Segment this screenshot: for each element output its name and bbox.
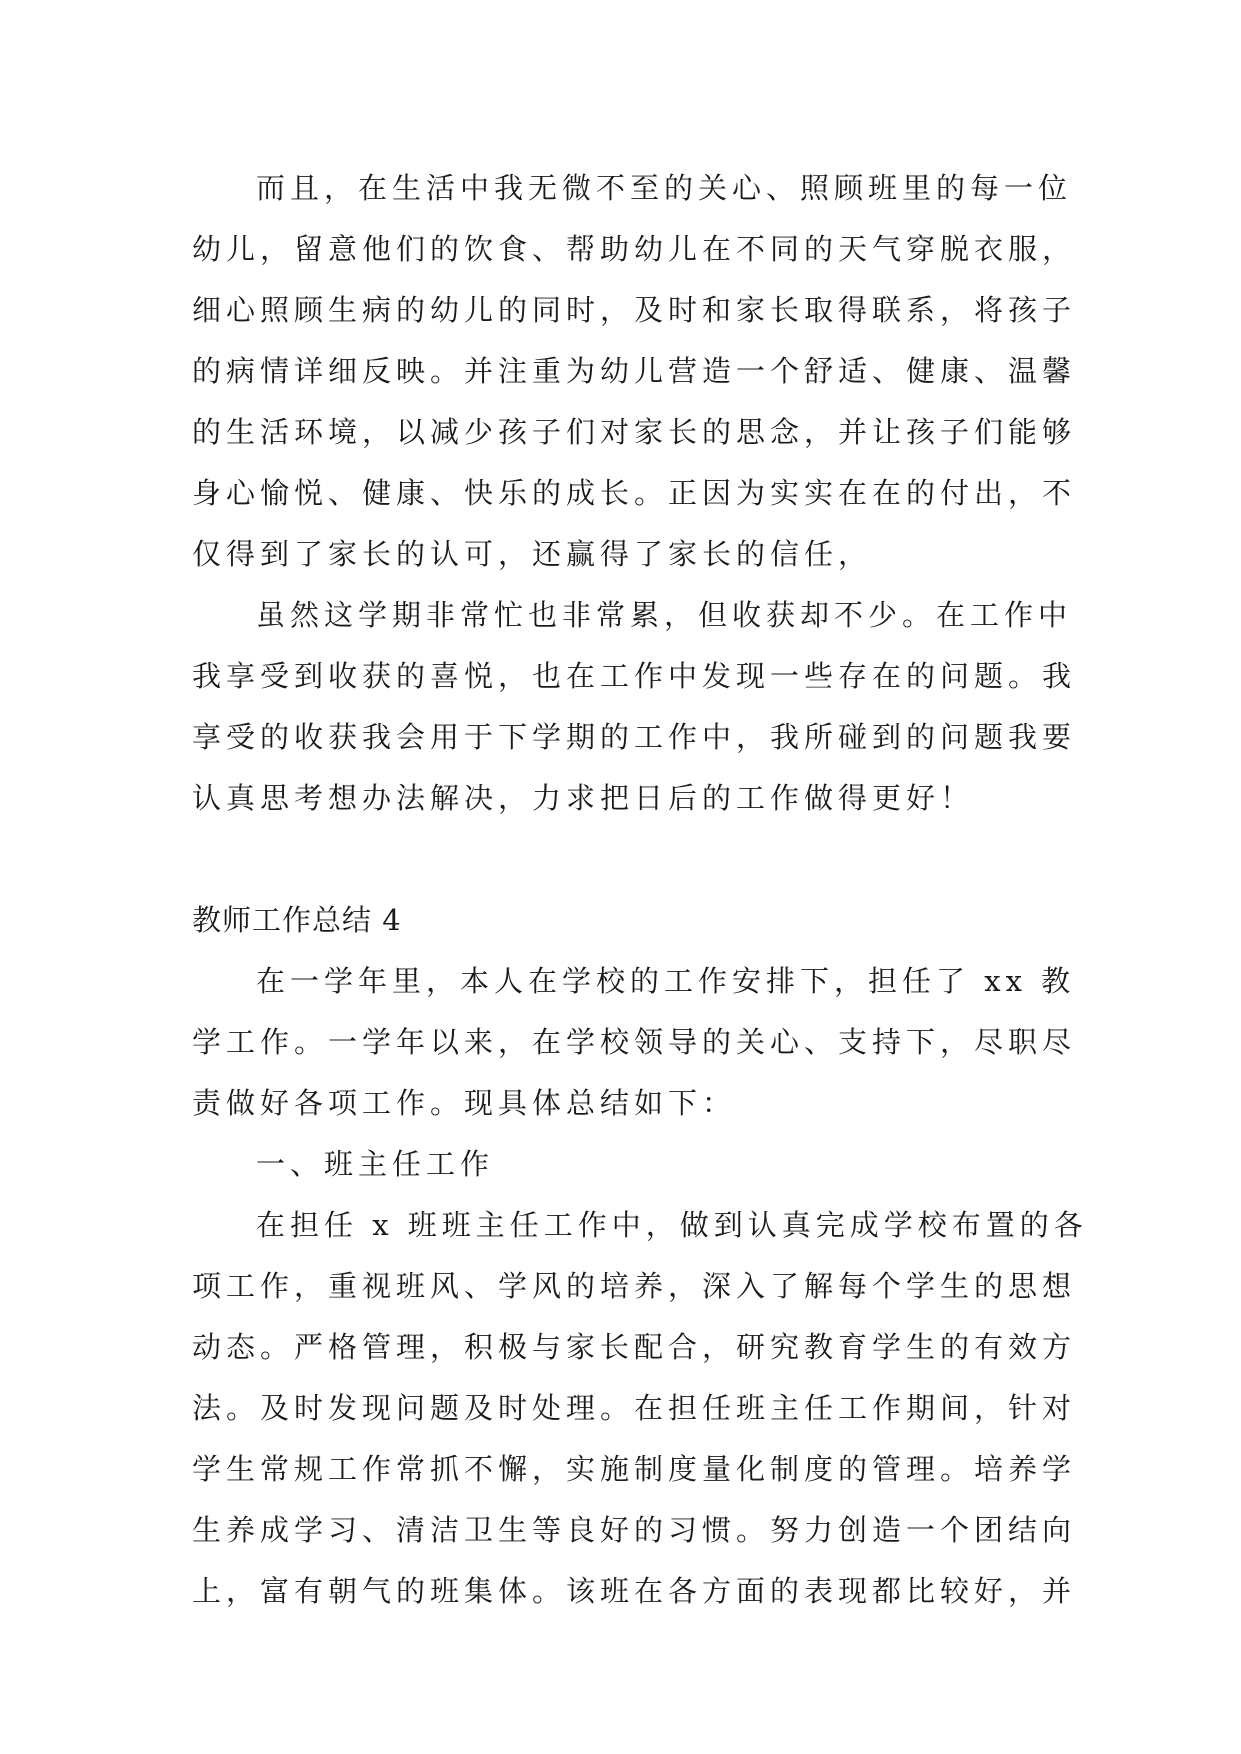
text-line: 项工作，重视班风、学风的培养，深入了解每个学生的思想	[192, 1269, 1077, 1303]
text-line: 动态。严格管理，积极与家长配合，研究教育学生的有效方	[192, 1330, 1077, 1364]
text-line: 身心愉悦、健康、快乐的成长。正因为实实在在的付出，不	[192, 476, 1077, 510]
text-line: 虽然这学期非常忙也非常累，但收获却不少。在工作中	[256, 598, 1073, 632]
document-page	[192, 158, 1088, 1622]
text-line: 仅得到了家长的认可，还赢得了家长的信任，	[192, 537, 873, 571]
paragraph-gap	[192, 829, 1072, 890]
text-line: 幼儿，留意他们的饮食、帮助幼儿在不同的天气穿脱衣服，	[192, 232, 1077, 266]
paragraph	[192, 585, 1077, 829]
text-line: 享受的收获我会用于下学期的工作中，我所碰到的问题我要	[192, 720, 1077, 754]
text-line: 认真思考想办法解决，力求把日后的工作做得更好！	[192, 781, 975, 815]
text-line: 法。及时发现问题及时处理。在担任班主任工作期间，针对	[192, 1391, 1077, 1425]
text-line: 责做好各项工作。现具体总结如下：	[192, 1086, 737, 1120]
paragraph	[192, 1195, 1088, 1622]
section-heading: 教师工作总结 4	[192, 903, 402, 937]
paragraph	[192, 951, 1077, 1134]
text-line: 的病情详细反映。并注重为幼儿营造一个舒适、健康、温馨	[192, 354, 1077, 388]
text-line: 在一学年里，本人在学校的工作安排下，担任了 xx 教	[256, 964, 1076, 998]
paragraph	[192, 158, 1077, 585]
text-line: 细心照顾生病的幼儿的同时，及时和家长取得联系，将孩子	[192, 293, 1077, 327]
text-line: 我享受到收获的喜悦，也在工作中发现一些存在的问题。我	[192, 659, 1077, 693]
text-line: 在担任 x 班班主任工作中，做到认真完成学校布置的各	[256, 1208, 1088, 1242]
text-line: 生养成学习、清洁卫生等良好的习惯。努力创造一个团结向	[192, 1513, 1077, 1547]
text-line: 上，富有朝气的班集体。该班在各方面的表现都比较好，并	[192, 1574, 1077, 1608]
text-line: 学生常规工作常抓不懈，实施制度量化制度的管理。培养学	[192, 1452, 1077, 1486]
text-line: 学工作。一学年以来，在学校领导的关心、支持下，尽职尽	[192, 1025, 1077, 1059]
text-line: 而且，在生活中我无微不至的关心、照顾班里的每一位	[256, 171, 1073, 205]
subsection-title: 一、班主任工作	[256, 1147, 495, 1181]
text-line: 的生活环境，以减少孩子们对家长的思念，并让孩子们能够	[192, 415, 1077, 449]
